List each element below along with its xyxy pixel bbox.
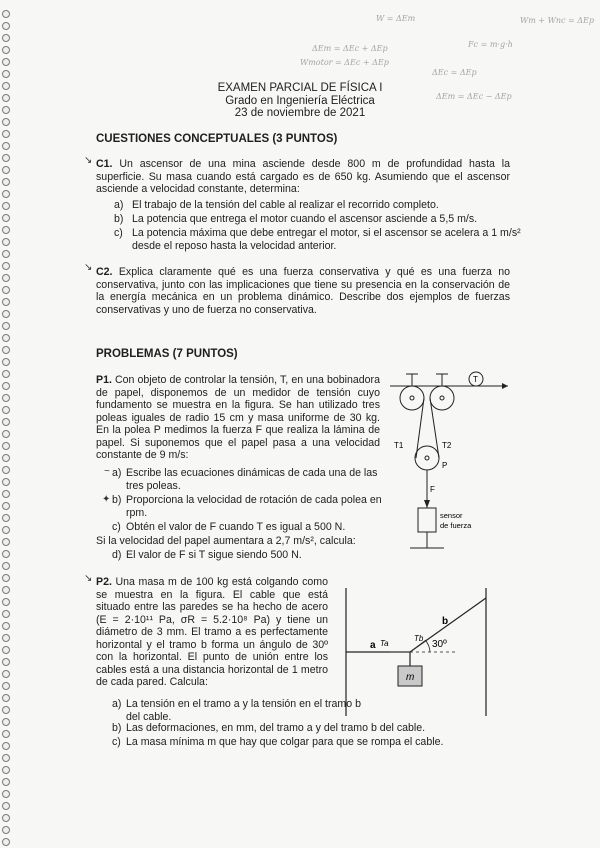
binding-hole xyxy=(2,310,10,318)
p2-item-b: b) Las deformaciones, en mm, del tramo a y del tramo b del cable. xyxy=(112,722,426,734)
fig-label-angle: 30º xyxy=(432,639,447,650)
fig-sensor-line2: de fuerza xyxy=(440,521,472,530)
binding-hole xyxy=(2,34,10,42)
pulley-p xyxy=(415,446,439,470)
binding-hole xyxy=(2,694,10,702)
binding-holes xyxy=(0,0,16,848)
p1-question xyxy=(96,374,380,462)
fig-label-T2: T2 xyxy=(442,441,452,450)
handwritten-note: ΔEm = ΔEc + ΔEp xyxy=(312,44,388,53)
c1-text: Un ascensor de una mina asciende desde 800 m de profundidad hasta la superficie. Su masa cuando está cargado es de 650 kg. Asumiendo que el ascensor asciende a velocidad constante, determina: xyxy=(96,158,510,195)
check-mark: ~ xyxy=(104,466,110,477)
binding-hole xyxy=(2,514,10,522)
check-mark: ↘ xyxy=(84,573,93,584)
problems-section-title: PROBLEMAS (7 PUNTOS) xyxy=(96,348,238,360)
binding-hole xyxy=(2,646,10,654)
binding-hole xyxy=(2,598,10,606)
binding-hole xyxy=(2,502,10,510)
binding-hole xyxy=(2,790,10,798)
binding-hole xyxy=(2,826,10,834)
binding-hole xyxy=(2,46,10,54)
fig-label-T: T xyxy=(473,375,478,384)
binding-hole xyxy=(2,466,10,474)
p1-item-d: d) El valor de F si T sigue siendo 500 N. xyxy=(112,549,302,561)
binding-hole xyxy=(2,490,10,498)
fig-label-m: m xyxy=(406,672,415,683)
binding-hole xyxy=(2,250,10,258)
conceptual-section-title: CUESTIONES CONCEPTUALES (3 PUNTOS) xyxy=(96,133,338,145)
binding-hole xyxy=(2,430,10,438)
fig-sensor-line1: sensor xyxy=(440,511,463,520)
binding-hole xyxy=(2,382,10,390)
binding-hole xyxy=(2,550,10,558)
binding-hole xyxy=(2,214,10,222)
fig-label-Tb: Tb xyxy=(414,634,424,643)
binding-hole xyxy=(2,22,10,30)
p2-question xyxy=(96,576,328,689)
p1-label: P1. xyxy=(96,374,112,386)
check-mark: ✦ xyxy=(102,494,111,505)
p2-item-a: a) La tensión en el tramo a y la tensión en el tramo b del cable. xyxy=(112,698,361,723)
pulley-left xyxy=(400,386,424,410)
check-mark: ↘ xyxy=(84,155,93,166)
binding-hole xyxy=(2,286,10,294)
binding-hole xyxy=(2,418,10,426)
fig-label-F: F xyxy=(430,485,435,494)
binding-hole xyxy=(2,586,10,594)
binding-hole xyxy=(2,838,10,846)
binding-hole xyxy=(2,610,10,618)
binding-hole xyxy=(2,274,10,282)
handwritten-note: Fc = m·g·h xyxy=(468,40,513,49)
binding-hole xyxy=(2,394,10,402)
binding-hole xyxy=(2,238,10,246)
binding-hole xyxy=(2,58,10,66)
binding-hole xyxy=(2,814,10,822)
exam-header xyxy=(0,82,600,120)
binding-hole xyxy=(2,130,10,138)
binding-hole xyxy=(2,622,10,630)
binding-hole xyxy=(2,298,10,306)
binding-hole xyxy=(2,262,10,270)
c2-question xyxy=(96,266,510,316)
binding-hole xyxy=(2,334,10,342)
binding-hole xyxy=(2,454,10,462)
p1-follow-up: Si la velocidad del papel aumentara a 2,7 m/s², calcula: xyxy=(96,535,356,547)
binding-hole xyxy=(2,754,10,762)
fig-label-a: a xyxy=(370,640,376,651)
c1-item-c: c) La potencia máxima que debe entregar el motor, si el ascensor se acelera a 1 m/s² desde el reposo hasta la velocidad anterior. xyxy=(114,227,521,252)
binding-hole xyxy=(2,778,10,786)
binding-hole xyxy=(2,142,10,150)
binding-hole xyxy=(2,10,10,18)
fig-label-P: P xyxy=(442,461,448,470)
binding-hole xyxy=(2,370,10,378)
c2-text: Explica claramente qué es una fuerza conservativa y qué es una fuerza no conservativa, junto con las implicaciones que tiene su presencia en la conservación de la energía mecánica en un problema dinámico. Describe dos ejemplos de fuerzas conservativas y uno de fuerza no conservativa. xyxy=(96,266,510,316)
fig-label-b: b xyxy=(442,616,449,627)
binding-hole xyxy=(2,166,10,174)
binding-hole xyxy=(2,154,10,162)
binding-hole xyxy=(2,766,10,774)
binding-hole xyxy=(2,706,10,714)
binding-hole xyxy=(2,538,10,546)
check-mark: ↘ xyxy=(84,262,93,273)
binding-hole xyxy=(2,322,10,330)
binding-hole xyxy=(2,562,10,570)
c1-question xyxy=(96,158,510,196)
exam-title: EXAMEN PARCIAL DE FÍSICA I xyxy=(217,82,383,94)
handwritten-note: ΔEm = ΔEc − ΔEp xyxy=(436,92,512,101)
binding-hole xyxy=(2,742,10,750)
binding-hole xyxy=(2,202,10,210)
p2-item-c: c) La masa mínima m que hay que colgar para que se rompa el cable. xyxy=(112,736,444,748)
binding-hole xyxy=(2,730,10,738)
pulley-right xyxy=(430,386,454,410)
binding-hole xyxy=(2,226,10,234)
p2-cable-figure xyxy=(336,586,496,718)
binding-hole xyxy=(2,682,10,690)
binding-hole xyxy=(2,658,10,666)
c1-label: C1. xyxy=(96,158,113,170)
c1-item-a: a) El trabajo de la tensión del cable al realizar el recorrido completo. xyxy=(114,199,439,211)
force-sensor xyxy=(418,508,436,532)
binding-hole xyxy=(2,190,10,198)
handwritten-note: ΔEc = ΔEp xyxy=(432,68,477,77)
exam-date: 23 de noviembre de 2021 xyxy=(234,107,366,119)
binding-hole xyxy=(2,442,10,450)
p1-item-a: a) Escribe las ecuaciones dinámicas de cada una de las tres poleas. xyxy=(112,467,378,492)
p2-text: Una masa m de 100 kg está colgando como se muestra en la figura. El cable que está situado entre las paredes se ha hecho de acero (E = 2·10¹¹ Pa, σR = 5.2·10⁸ Pa) y tiene un diámetro de 3 mm. El tramo a es perfectamente horizontal y el tramo b forma un ángulo de 30º con la horizontal. El punto de unión entre los cables está a una distancia horizontal de 1 metro de cada pared. Calcula: xyxy=(96,576,328,688)
c2-label: C2. xyxy=(96,266,113,278)
handwritten-note: Wmotor = ΔEc + ΔEp xyxy=(300,58,389,67)
exam-degree: Grado en Ingeniería Eléctrica xyxy=(225,94,375,107)
binding-hole xyxy=(2,178,10,186)
binding-hole xyxy=(2,358,10,366)
p1-item-c: c) Obtén el valor de F cuando T es igual a 500 N. xyxy=(112,521,346,533)
binding-hole xyxy=(2,718,10,726)
binding-hole xyxy=(2,346,10,354)
binding-hole xyxy=(2,574,10,582)
binding-hole xyxy=(2,406,10,414)
p1-item-b: b) Proporciona la velocidad de rotación de cada polea en rpm. xyxy=(112,494,382,519)
p1-text: Con objeto de controlar la tensión, T, en una bobinadora de papel, disponemos de un medidor de tensión cuyo fundamento se muestra en la figura. Se han utilizado tres poleas iguales de radio 15 cm y masa uniforme de 30 kg. En la polea P medimos la fuerza F que realiza la lámina de papel. Si suponemos que el papel pasa a una velocidad constante de 9 m/s: xyxy=(96,374,380,461)
handwritten-note: Wm + Wnc = ΔEp xyxy=(520,16,594,25)
binding-hole xyxy=(2,802,10,810)
p2-label: P2. xyxy=(96,576,112,588)
fig-label-Ta: Ta xyxy=(380,639,389,648)
binding-hole xyxy=(2,634,10,642)
binding-hole xyxy=(2,526,10,534)
binding-hole xyxy=(2,478,10,486)
p1-pulley-figure xyxy=(390,368,520,578)
handwritten-note: W = ΔEm xyxy=(376,14,416,23)
c1-item-b: b) La potencia que entrega el motor cuando el ascensor asciende a 5,5 m/s. xyxy=(114,213,478,225)
fig-label-T1: T1 xyxy=(394,441,404,450)
binding-hole xyxy=(2,670,10,678)
binding-hole xyxy=(2,70,10,78)
